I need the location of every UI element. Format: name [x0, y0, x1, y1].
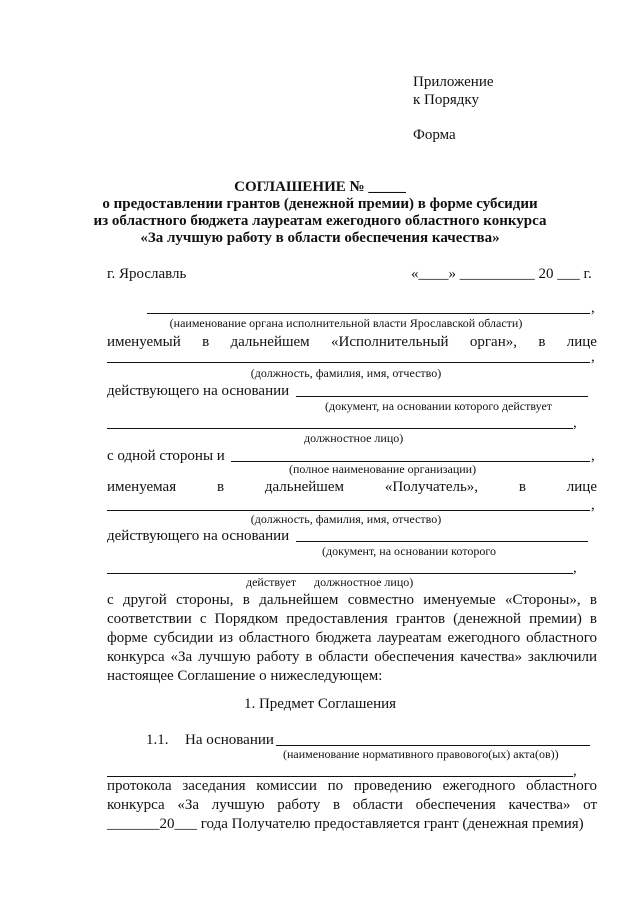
- preamble-paragraph: с другой стороны, в дальнейшем совместно именуемые «Стороны», в соответствии с Порядком предоставления грантов (денежной премии) в форме субсидии из областного бюджета лауреатам ежегодного областного конкурса «За лучшую работу в области обеспечения качества» заключили настоящее Соглашение о нижеследующем:: [107, 592, 597, 684]
- section-1-paragraph: протокола заседания комиссии по проведению ежегодного областного конкурса «За лучшую работу в области обеспечения качества» от _______20___ года Получателю предоставляется грант (денежная премия): [107, 778, 597, 832]
- legal-act-caption: (наименование нормативного правового(ых) акта(ов)): [283, 747, 559, 761]
- comma: ,: [591, 448, 595, 464]
- org-name-caption: (наименование органа исполнительной власти Ярославской области): [169, 316, 523, 330]
- date-field[interactable]: «____» __________ 20 ___ г.: [411, 266, 592, 282]
- city: г. Ярославль: [107, 266, 187, 282]
- legal-act-line[interactable]: [276, 745, 590, 746]
- comma: ,: [573, 415, 577, 431]
- recipient-org-caption: (полное наименование организации): [289, 462, 477, 476]
- one-side-label: с одной стороны и: [107, 448, 225, 464]
- section-1-heading: 1. Предмет Соглашения: [243, 696, 397, 712]
- document-caption-2: (документ, на основании которого: [322, 544, 496, 558]
- position-line-2[interactable]: [107, 510, 590, 511]
- basis-document-line-2[interactable]: [296, 541, 588, 542]
- official-caption-2: должностное лицо): [314, 575, 414, 589]
- appendix-label: Приложение: [413, 74, 494, 90]
- form-label: Форма: [413, 127, 456, 143]
- comma: ,: [573, 560, 577, 576]
- comma: ,: [591, 300, 595, 316]
- order-label: к Порядку: [413, 92, 479, 108]
- agreement-subtitle-2: из областного бюджета лауреатам ежегодного областного конкурса: [93, 213, 547, 229]
- basis-document-line-1b[interactable]: [107, 428, 573, 429]
- position-line-1[interactable]: [107, 362, 590, 363]
- named-recipient-line: именуемая в дальнейшем «Получатель», в лице: [107, 479, 597, 495]
- basis-label: На основании: [185, 732, 274, 748]
- agreement-title: СОГЛАШЕНИЕ № _____: [234, 179, 406, 195]
- acting-basis-label-2: действующего на основании: [107, 528, 290, 544]
- position-caption-2: (должность, фамилия, имя, отчество): [250, 512, 442, 526]
- document-caption-1: (документ, на основании которого действует: [325, 399, 553, 413]
- comma: ,: [591, 349, 595, 365]
- item-number: 1.1.: [146, 732, 169, 748]
- org-name-line[interactable]: [147, 313, 590, 314]
- comma: ,: [573, 763, 577, 779]
- basis-document-line-2b[interactable]: [107, 573, 573, 574]
- official-caption-1: должностное лицо): [304, 431, 404, 445]
- position-caption-1: (должность, фамилия, имя, отчество): [250, 366, 442, 380]
- acts-caption: действует: [246, 575, 297, 589]
- basis-document-line-1[interactable]: [296, 396, 588, 397]
- agreement-subtitle-3: «За лучшую работу в области обеспечения качества»: [140, 230, 500, 246]
- acting-basis-label-1: действующего на основании: [107, 383, 290, 399]
- named-executive-line: именуемый в дальнейшем «Исполнительный орган», в лице: [107, 334, 597, 350]
- comma: ,: [591, 497, 595, 513]
- agreement-subtitle-1: о предоставлении грантов (денежной премии) в форме субсидии: [102, 196, 538, 212]
